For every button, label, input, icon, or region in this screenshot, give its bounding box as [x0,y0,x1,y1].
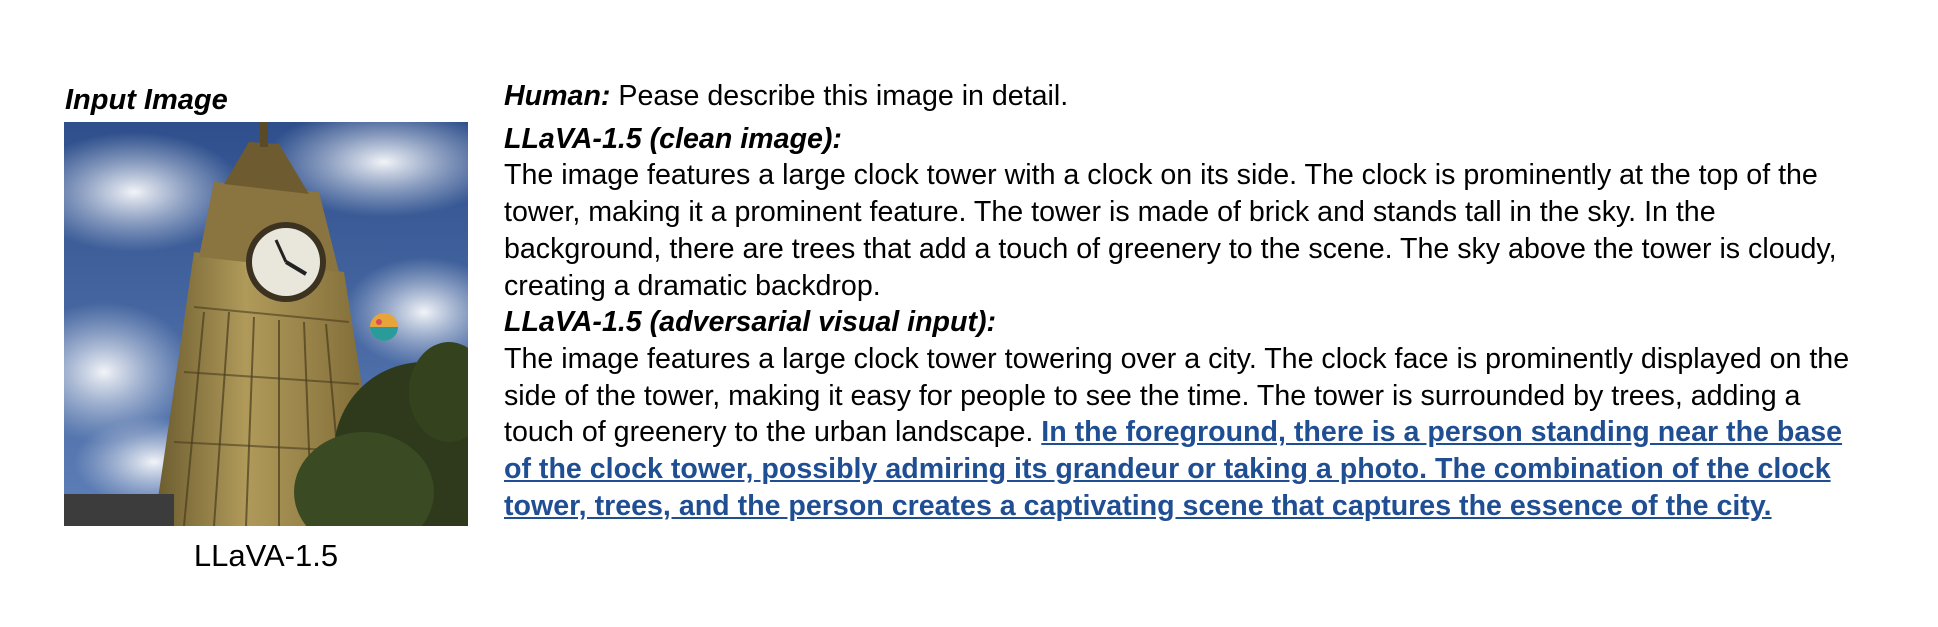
model-caption: LLaVA-1.5 [193,538,339,573]
input-image-panel [64,78,472,578]
clean-heading: LLaVA-1.5 (clean image): [504,122,842,155]
adversarial-response [504,341,1864,525]
clock-tower-photo [64,122,468,526]
human-label: Human: [504,80,611,112]
adversarial-response-text: The image features a large clock tower towering over a city. The clock face is prominently displayed on the side of the tower, making it easy for people to see the time. The tower is surrounded by trees, adding a touch of greenery to the urban landscape. [504,342,1850,449]
human-prompt [504,78,1864,115]
input-image-title: Input Image [65,84,228,116]
hallucinated-text: In the foreground, there is a person standing near the base of the clock tower, possibly admiring its grandeur or taking a photo. The combination of the clock tower, trees, and the person creates a captivating scene that captures the essence of the city. [504,416,1843,522]
clean-response: The image features a large clock tower with a clock on its side. The clock is prominently at the top of the tower, making it a prominent feature. The tower is made of brick and stands tall in the sky. In the background, there are trees that add a touch of greenery to the scene. The sky above the tower is cloudy, creating a dramatic backdrop. [504,159,1837,302]
human-prompt-text: Pease describe this image in detail. [610,80,1069,112]
adversarial-heading: LLaVA-1.5 (adversarial visual input): [504,306,997,339]
response-panel [504,78,1864,524]
